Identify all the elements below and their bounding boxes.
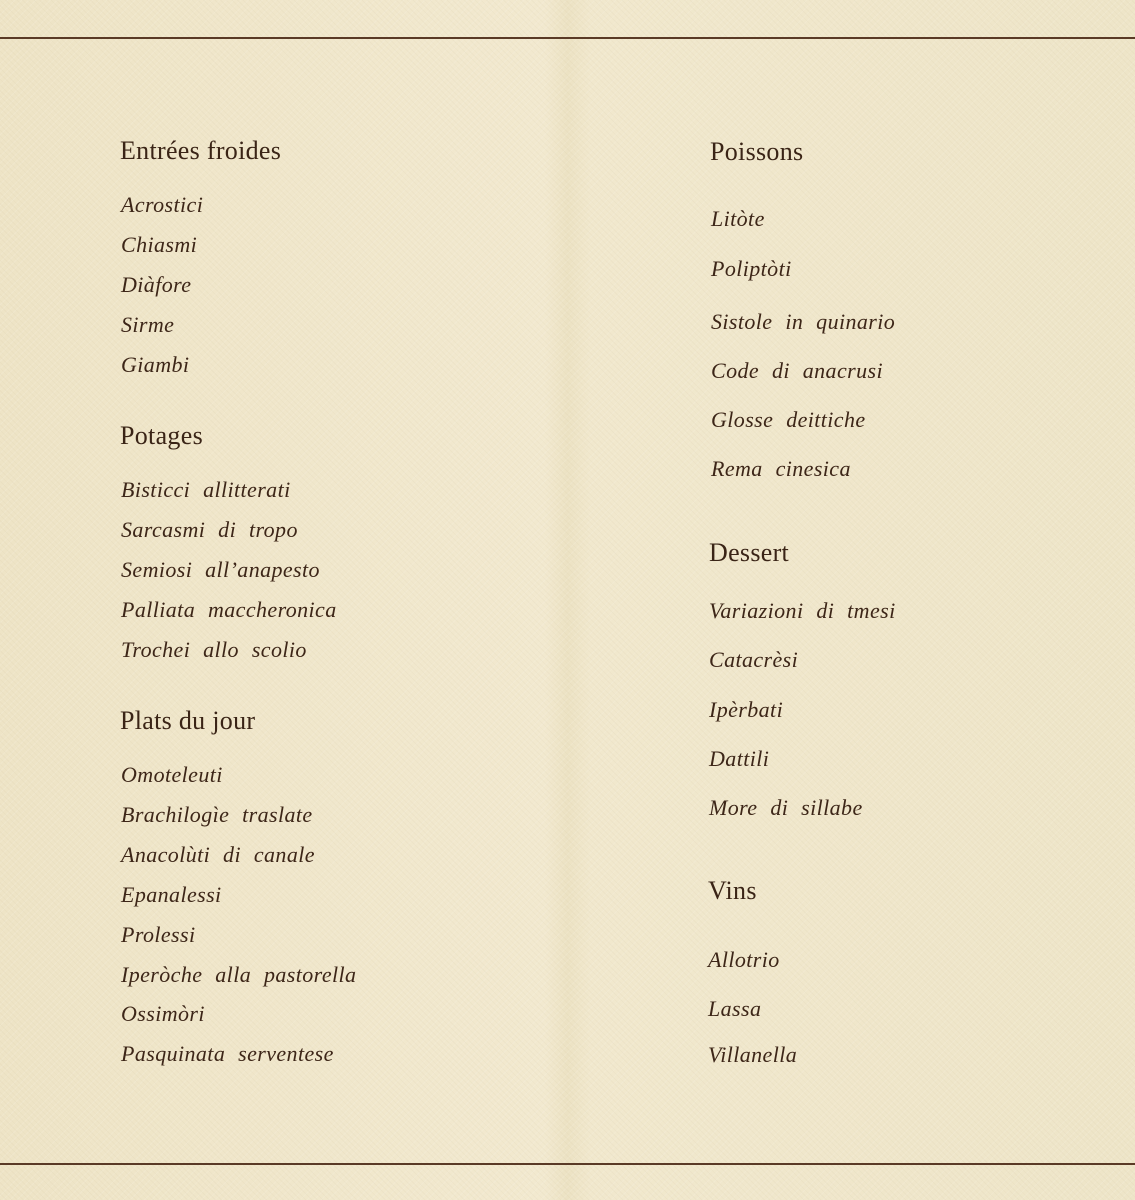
menu-item: Anacolùti di canale [121,842,315,867]
section-heading-plats-du-jour: Plats du jour [120,706,256,735]
menu-item: Diàfore [121,272,192,297]
section-heading-dessert: Dessert [709,538,790,567]
menu-item: Villanella [708,1042,798,1067]
section-heading-vins: Vins [708,876,757,905]
menu-item: Ipèrbati [709,697,784,722]
menu-item: Epanalessi [121,882,222,907]
menu-item: Pasquinata serventese [121,1041,334,1066]
menu-item: Sistole in quinario [711,309,896,334]
menu-item: Code di anacrusi [711,358,883,383]
menu-item: Sirme [121,312,175,337]
menu-item: Giambi [121,352,190,377]
menu-item: Variazioni di tmesi [709,598,896,623]
menu-item: Omoteleuti [121,762,223,787]
menu-item: Prolessi [121,922,196,947]
menu-item: Palliata maccheronica [121,597,337,622]
menu-item: Brachilogìe traslate [121,802,313,827]
menu-item: Dattili [709,746,770,771]
top-rule [0,37,1135,39]
section-heading-entrees-froides: Entrées froides [120,136,282,165]
menu-item: Catacrèsi [709,647,799,672]
menu-item: Poliptòti [711,256,792,281]
menu-item: Lassa [708,996,762,1021]
menu-item: Rema cinesica [711,456,851,481]
menu-item: Trochei allo scolio [121,637,307,662]
menu-item: More di sillabe [709,795,863,820]
section-heading-potages: Potages [120,421,203,450]
section-heading-poissons: Poissons [710,137,804,166]
menu-item: Iperòche alla pastorella [121,962,357,987]
menu-item: Ossimòri [121,1001,205,1026]
menu-item: Allotrio [708,947,780,972]
menu-item: Acrostici [121,192,204,217]
bottom-rule [0,1163,1135,1165]
menu-item: Litòte [711,206,765,231]
menu-item: Glosse deittiche [711,407,866,432]
menu-item: Sarcasmi di tropo [121,517,298,542]
menu-item: Chiasmi [121,232,198,257]
menu-item: Bisticci allitterati [121,477,291,502]
menu-item: Semiosi all’anapesto [121,557,320,582]
